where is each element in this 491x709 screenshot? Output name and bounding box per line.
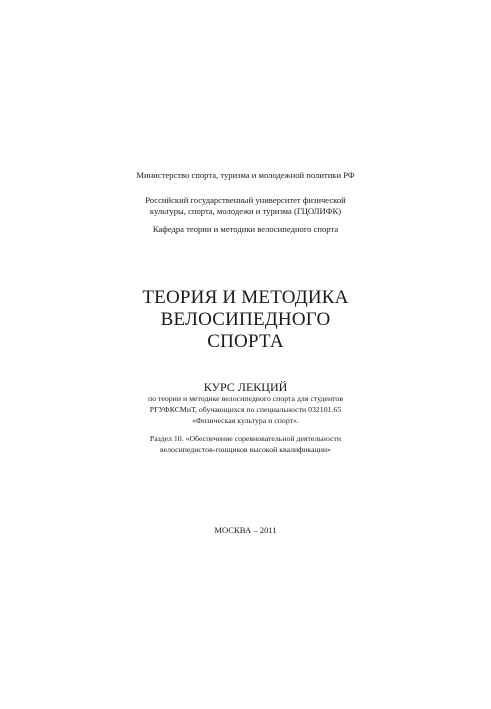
department-name: Кафедра теории и методики велосипедного спорта <box>152 224 339 234</box>
course-label: КУРС ЛЕКЦИЙ <box>203 380 288 394</box>
university-name-line-2: культуры, спорта, молодежи и туризма (ГЦОЛИФК) <box>149 206 342 216</box>
ministry-name: Министерство спорта, туризма и молодежной политики РФ <box>136 170 355 180</box>
section-title-line-1: Раздел 10. «Обеспечение соревновательной деятельности <box>149 434 342 443</box>
section-title-line-2: велосипедистов-гонщиков высокой квалификации» <box>160 445 331 454</box>
book-title-line-1: ТЕОРИЯ И МЕТОДИКА <box>142 287 349 308</box>
course-description-line-2: РГУФКСМиТ, обучающихся по специальности 032101.65 <box>149 405 342 414</box>
course-description-line-3: «Физическая культура и спорт». <box>192 416 299 425</box>
course-description-line-1: по теории и методике велосипедного спорта для студентов <box>147 394 344 403</box>
university-name-line-1: Российский государственный университет физической <box>145 195 346 205</box>
book-title-line-2: ВЕЛОСИПЕДНОГО <box>160 309 331 330</box>
book-title-line-3: СПОРТА <box>207 331 284 352</box>
city-year: МОСКВА – 2011 <box>214 525 277 535</box>
